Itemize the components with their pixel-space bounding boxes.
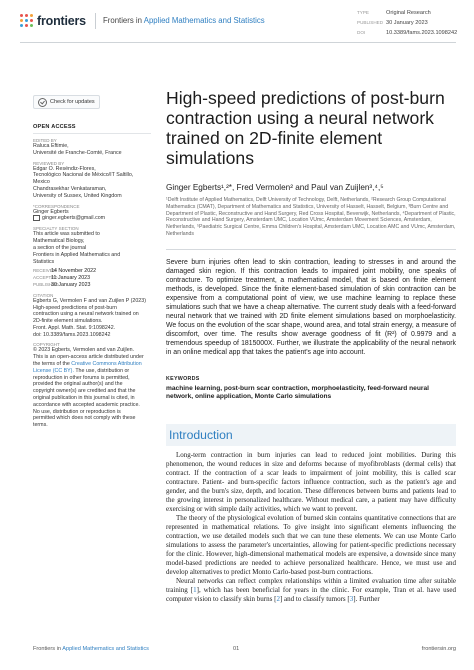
correspondence-email[interactable]: ginger.egberts@gmail.com bbox=[42, 215, 106, 222]
correspondence-name: Ginger Egberts bbox=[33, 208, 69, 215]
check-updates-label: Check for updates bbox=[50, 99, 95, 105]
meta-row-published: PUBLISHED 30 January 2023 bbox=[357, 20, 428, 26]
copyright-text: © 2023 Egberts, Vermolen and van Zuijlen. This is an open-access article distributed under the terms of the Creative Commons Attribution License (CC BY). The use, distribution or reproduction in other forums is permitted, provided the original author(s) and the copyright owner(s) are credited and that the original publication in this journal is cited, in accordance with accepted academic practice. No use, distribution or reproduction is permitted which does not comply with these terms. bbox=[33, 347, 144, 429]
affiliations: ¹Delft Institute of Applied Mathematics, Delft University of Technology, Delft, Netherlands, ²Research Group Computational Mathematics (CMAT), Department of Mathematics and Statistics, University of Hasselt, Hasselt, Belgium, ³Burn Centre and Department of Plastic, Reconstructive and Hand Surgery, Red Cross Hospital, Beverwijk, Netherlands, ⁴Department of Plastic, Reconstructive and Hand Surgery, Amsterdam UMC, Location VUmc, Amsterdam Movement Sciences, Amsterdam, Netherlands, ⁵Paediatric Surgical Centre, Emma Children's Hospital, Amsterdam UMC, Location AMC and VUmc, Amsterdam, Netherlands bbox=[166, 197, 456, 237]
brand-name: frontiers bbox=[37, 14, 86, 28]
article-title: High-speed predictions of post-burn contraction using a neural network trained on 2D-finite element simulations bbox=[166, 88, 445, 168]
journal-prefix: Frontiers in bbox=[103, 16, 142, 25]
frontiers-logo-icon bbox=[20, 14, 34, 28]
citation: Egberts G, Vermolen F and van Zuijlen P (2023) High-speed predictions of post-burn contraction using a neural network trained on 2D-finite element simulations. Front. Appl. Math. Stat. 9:1098242. doi: 10.3389/fams.2023.1098242 bbox=[33, 297, 146, 338]
journal-name[interactable] bbox=[103, 16, 265, 25]
abstract-divider bbox=[166, 249, 456, 250]
edited-by: Raluca Eftimie, Université de Franche-Comté, France bbox=[33, 143, 122, 156]
date-published: PUBLISHED30 January 2023 bbox=[33, 281, 91, 288]
frontiers-logo[interactable] bbox=[20, 14, 86, 28]
page-number: 01 bbox=[233, 646, 240, 652]
header-divider bbox=[95, 13, 96, 29]
header-rule bbox=[20, 42, 456, 43]
correspondence-email-row[interactable] bbox=[33, 215, 153, 222]
article-meta bbox=[357, 8, 457, 38]
keywords-label: KEYWORDS bbox=[166, 376, 200, 382]
paragraph: Long-term contraction in burn injuries can lead to reduced joint mobilities. During this phenomenon, the wound reduces in size and deforms because of myofibroblasts (dermal cells) that contract. If the contraction of a scar leads to impairment of joint mobility, this is called scar contracture. Patient- and burn-specific factors influence contraction, such as the patient's age and gender, and the burn's size, depth, and location. These differences between burns and patients lead to the growing interest in personalized healthcare. Without medical care, a patient may have difficulty exercising or with simple daily activities, which we want to prevent. bbox=[166, 451, 456, 513]
copyright-label: COPYRIGHT bbox=[33, 342, 60, 348]
footer-site-link[interactable]: frontiersin.org bbox=[421, 646, 456, 652]
meta-row-type: TYPE Original Research bbox=[357, 10, 431, 16]
citation-label: CITATION bbox=[33, 292, 54, 298]
abstract: Severe burn injuries often lead to skin contraction, leading to stresses in and around the damaged skin region. If this contraction leads to impaired joint mobility, one speaks of contracture. To optimize treatment, a mathematical model, that is based on finite element methods, is developed. Since the finite element-based simulation of skin contraction can be expensive from a computational point of view, we use machine learning to replace these simulations such that we have a cheap alternative. The current study deals with a feed-forward neural network that we trained with 2D finite element simulations based on morphoelasticity. We focus on the evolution of the scar shape, wound area, and total strain energy, a measure of discomfort, over time. The results show average goodness of fit (R²) of 0.9979 and a tremendous speedup of 1815000X. Further, we illustrate the applicability of the neural network in an online medical app that takes the patient's age into account. bbox=[166, 259, 456, 356]
check-for-updates-button[interactable] bbox=[33, 95, 100, 109]
reviewed-by-label: REVIEWED BY bbox=[33, 160, 65, 166]
date-accepted: ACCEPTED11 January 2023 bbox=[33, 275, 91, 282]
reference-link[interactable]: 3 bbox=[349, 595, 354, 603]
envelope-icon bbox=[33, 215, 40, 221]
journal-title: Applied Mathematics and Statistics bbox=[143, 16, 265, 25]
paragraph: Neural networks can reflect complex relationships within a limited evaluation time after suitable training [1], which has been beneficial for years in the clinic. For example, Tran et al. have used computer vision to classify skin burns [2] and to classify tumors [3]. Further bbox=[166, 577, 456, 603]
keywords: machine learning, post-burn scar contraction, morphoelasticity, feed-forward neural network, online application, Monte Carlo simulations bbox=[166, 385, 429, 401]
reviewed-by: Edgar O. Reséndiz-Flores, Tecnológico Nacional de México/IT Saltillo, Mexico Chandrasekhar Venkataraman, University of Sussex, United Kingdom bbox=[33, 165, 134, 199]
meta-row-doi[interactable]: DOI 10.3389/fams.2023.1098242 bbox=[357, 30, 458, 36]
check-updates-icon bbox=[38, 98, 47, 107]
reference-link[interactable]: 2 bbox=[276, 595, 280, 603]
sidebar-info bbox=[33, 124, 153, 429]
paragraph: The theory of the physiological evolution of burned skin contains quantitative connections that are represented in mathematical relations. To give insight into significant elements influencing the contraction, we use detailed models such that we can tune these elements. We can use Monte Carlo simulations to assess the parameter's uncertainties, allowing for patient-specific predictions necessary for the clinic. However, high-dimensional mathematical models are expensive, a downside since many model-based predictions are needed to achieve personalized healthcare. Hence, we must use and develop alternatives to predict Monto Carlo-based post-burn contractions. bbox=[166, 514, 456, 576]
introduction-heading: Introduction bbox=[169, 428, 233, 442]
specialty-section-label: SPECIALTY SECTION bbox=[33, 226, 79, 232]
license-link[interactable]: Creative Commons Attribution License (CC BY). bbox=[33, 361, 142, 374]
page-header bbox=[0, 0, 474, 42]
open-access-label: OPEN ACCESS bbox=[33, 124, 76, 130]
author-list: Ginger Egberts¹,²*, Fred Vermolen² and Paul van Zuijlen³,⁴,⁵ bbox=[166, 183, 384, 192]
date-received: RECEIVED14 November 2022 bbox=[33, 268, 97, 275]
reference-link[interactable]: 1 bbox=[193, 586, 197, 594]
specialty-section: This article was submitted to Mathematical Biology, a section of the journal Frontiers in Applied Mathematics and Statistics bbox=[33, 231, 121, 265]
footer-journal[interactable]: Frontiers in Applied Mathematics and Statistics bbox=[33, 646, 149, 652]
edited-by-label: EDITED BY bbox=[33, 138, 57, 143]
sidebar-divider bbox=[33, 133, 151, 134]
article-body bbox=[166, 451, 456, 604]
correspondence-label: *CORRESPONDENCE bbox=[33, 203, 80, 209]
